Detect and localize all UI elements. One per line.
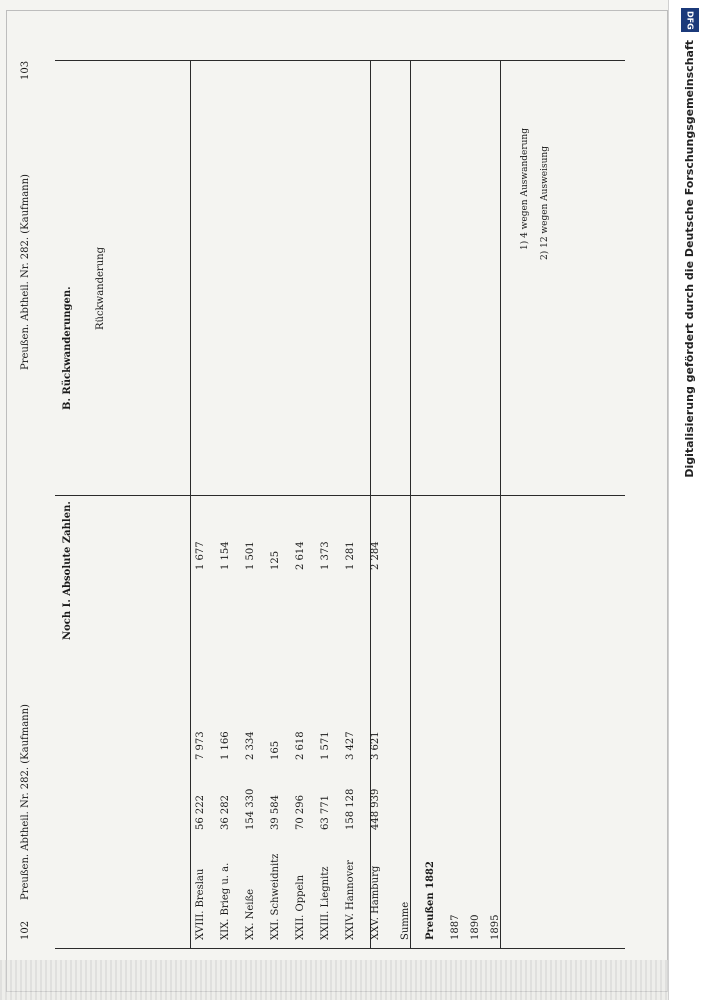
- table-a-cell: 56 222: [195, 795, 206, 830]
- table-b-subheader: Rückwanderung: [95, 247, 106, 330]
- table-a-cell: 448 939: [370, 788, 381, 830]
- year-label: 1895: [490, 914, 501, 940]
- table-a-cell: 125: [270, 550, 281, 570]
- table-a-row-label: XVIII. Breslau: [195, 868, 206, 940]
- right-page-header: Preußen. Abtheil. Nr. 282. (Kaufmann): [20, 174, 31, 370]
- table-a-cell: 1 281: [345, 541, 356, 570]
- table-a-row-label: XXI. Schweidnitz: [270, 853, 281, 940]
- table-a-cell: 2 618: [295, 731, 306, 760]
- col-rule: [410, 60, 411, 948]
- scan-edge-noise: [0, 960, 669, 1000]
- footnote: 2) 12 wegen Ausweisung: [540, 146, 550, 260]
- table-a-cell: 2 284: [370, 541, 381, 570]
- table-a-cell: 1 373: [320, 541, 331, 570]
- table-a-cell: 2 334: [245, 731, 256, 760]
- table-a-row-label: XXV. Hamburg: [370, 865, 381, 940]
- table-a-row-label: XXIII. Liegnitz: [320, 866, 331, 940]
- page-border: [6, 10, 668, 992]
- left-page-header: Preußen. Abtheil. Nr. 282. (Kaufmann): [20, 704, 31, 900]
- table-a-title: Noch I. Absolute Zahlen.: [62, 501, 73, 640]
- table-a-cell: 1 166: [220, 731, 231, 760]
- year-label: 1887: [450, 914, 461, 940]
- year-label: 1890: [470, 914, 481, 940]
- digitization-credit: Digitalisierung gefördert durch die Deutsche Forschungsgemeinschaft: [682, 40, 696, 478]
- table-a-cell: 1 501: [245, 541, 256, 570]
- summe-label: Summe: [400, 901, 411, 940]
- table-a-cell: 2 614: [295, 541, 306, 570]
- table-a-cell: 39 584: [270, 795, 281, 830]
- table-a-cell: 7 973: [195, 731, 206, 760]
- table-a-cell: 1 571: [320, 731, 331, 760]
- table-a-cell: 63 771: [320, 795, 331, 830]
- table-a-cell: 1 677: [195, 541, 206, 570]
- col-rule: [190, 60, 191, 948]
- table-a-row-label: XIX. Brieg u. a.: [220, 862, 231, 940]
- table-b-title: B. Rückwanderungen.: [62, 286, 73, 410]
- footnote: 1) 4 wegen Auswanderung: [520, 128, 530, 250]
- table-a-cell: 36 282: [220, 795, 231, 830]
- table-a-row-label: XXIV. Hannover: [345, 860, 356, 940]
- table-a-cell: 3 427: [345, 731, 356, 760]
- rule-top: [55, 60, 625, 61]
- table-a-row-label: XXII. Oppeln: [295, 874, 306, 940]
- rule-bottom: [55, 948, 625, 949]
- year-label: Preußen 1882: [425, 861, 436, 940]
- table-a-row-label: XX. Neiße: [245, 888, 256, 940]
- rule-mid: [55, 495, 625, 496]
- table-a-cell: 165: [270, 740, 281, 760]
- dfg-logo: DFG: [681, 8, 699, 32]
- col-rule: [500, 60, 501, 948]
- table-a-cell: 1 154: [220, 541, 231, 570]
- table-a-cell: 3 621: [370, 731, 381, 760]
- left-page-number: 102: [20, 920, 31, 940]
- credit-sidebar: [668, 0, 707, 1000]
- table-a-cell: 70 296: [295, 795, 306, 830]
- table-a-cell: 158 128: [345, 788, 356, 830]
- table-a-cell: 154 330: [245, 788, 256, 830]
- right-page-number: 103: [20, 60, 31, 80]
